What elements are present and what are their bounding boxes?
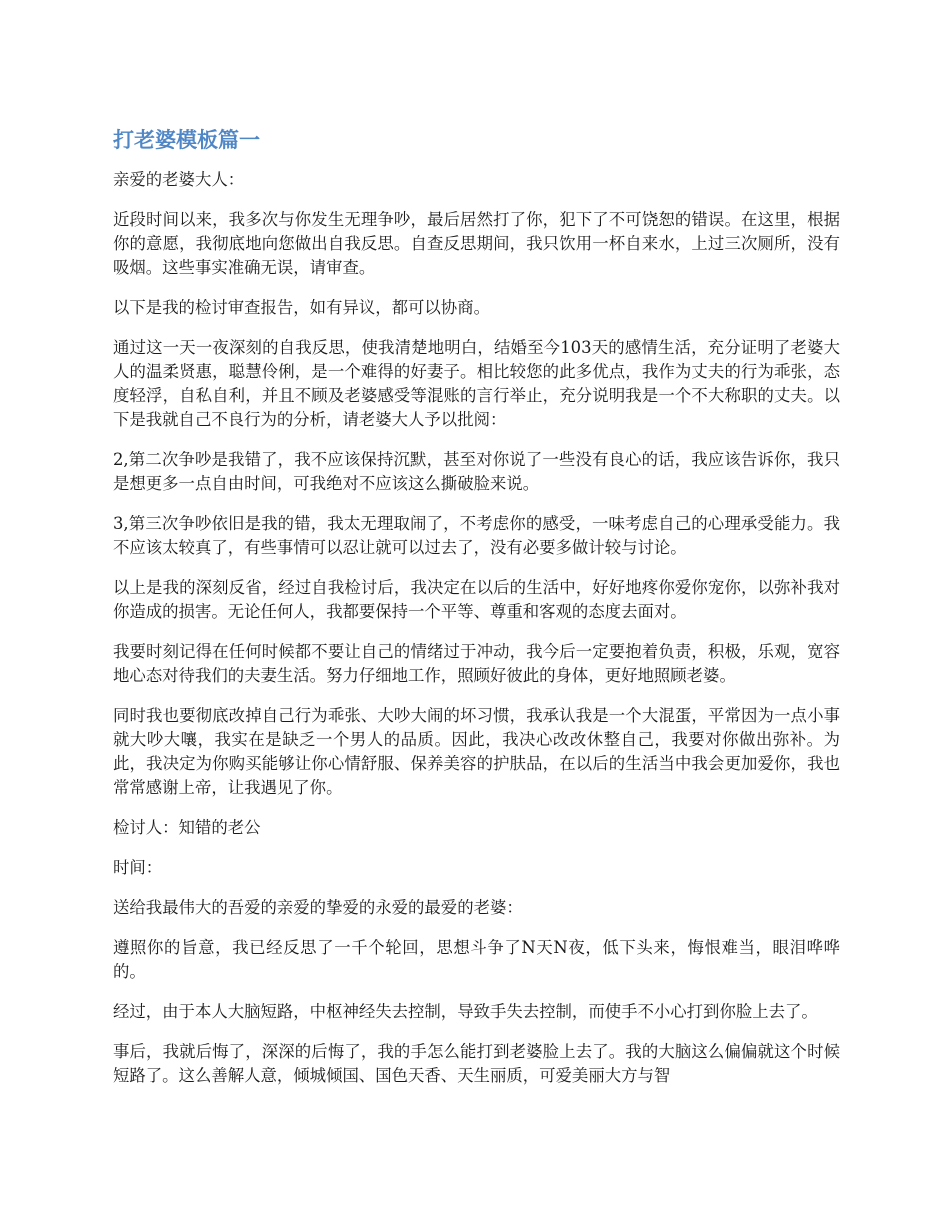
paragraph: 经过，由于本人大脑短路，中枢神经失去控制，导致手失去控制，而使手不小心打到你脸上去了。 [113,1002,818,1021]
document-title: 打老婆模板篇一 [113,128,260,152]
date-line: 时间： [113,858,163,877]
document-body [113,124,840,1104]
paragraph: 以上是我的深刻反省，经过自我检讨后，我决定在以后的生活中，好好地疼你爱你宠你，以弥补我对你造成的损害。无论任何人，我都要保持一个平等、尊重和客观的态度去面对。 [113,578,840,621]
salutation: 送给我最伟大的吾爱的亲爱的挚爱的永爱的最爱的老婆： [113,898,523,917]
salutation: 亲爱的老婆大人： [113,170,245,189]
paragraph: 通过这一天一夜深刻的自我反思，使我清楚地明白，结婚至今103天的感情生活，充分证明了老婆大人的温柔贤惠，聪慧伶俐，是一个难得的好妻子。相比较您的此多优点，我作为丈夫的行为乖张，态度轻浮，自私自利，并且不顾及老婆感受等混账的言行举止，充分说明我是一个不大称职的丈夫。以下是我就自己不良行为的分析，请老婆大人予以批阅： [113,338,840,429]
paragraph: 2,第二次争吵是我错了，我不应该保持沉默，甚至对你说了一些没有良心的话，我应该告诉你，我只是想更多一点自由时间，可我绝对不应该这么撕破脸来说。 [113,450,840,493]
paragraph: 同时我也要彻底改掉自己行为乖张、大吵大闹的坏习惯，我承认我是一个大混蛋，平常因为一点小事就大吵大嚷，我实在是缺乏一个男人的品质。因此，我决心改改休整自己，我要对你做出弥补。为此，我决定为你购买能够让你心情舒服、保养美容的护肤品，在以后的生活当中我会更加爱你，我也常常感谢上帝，让我遇见了你。 [113,706,840,797]
paragraph: 事后，我就后悔了，深深的后悔了，我的手怎么能打到老婆脸上去了。我的大脑这么偏偏就这个时候短路了。这么善解人意，倾城倾国、国色天香、天生丽质，可爱美丽大方与智 [113,1042,840,1085]
paragraph: 我要时刻记得在任何时候都不要让自己的情绪过于冲动，我今后一定要抱着负责，积极，乐观，宽容地心态对待我们的夫妻生活。努力仔细地工作，照顾好彼此的身体，更好地照顾老婆。 [113,642,840,685]
paragraph: 遵照你的旨意，我已经反思了一千个轮回，思想斗争了N天N夜，低下头来，悔恨难当，眼泪哗哗的。 [113,938,840,981]
paragraph: 以下是我的检讨审查报告，如有异议，都可以协商。 [113,298,490,317]
signature-line: 检讨人：知错的老公 [113,818,261,837]
paragraph: 3,第三次争吵依旧是我的错，我太无理取闹了，不考虑你的感受，一味考虑自己的心理承受能力。我不应该太较真了，有些事情可以忍让就可以过去了，没有必要多做计较与讨论。 [113,514,840,557]
paragraph: 近段时间以来，我多次与你发生无理争吵，最后居然打了你，犯下了不可饶恕的错误。在这里，根据你的意愿，我彻底地向您做出自我反思。自查反思期间，我只饮用一杯自来水，上过三次厕所，没有吸烟。这些事实准确无误，请审查。 [113,210,840,277]
